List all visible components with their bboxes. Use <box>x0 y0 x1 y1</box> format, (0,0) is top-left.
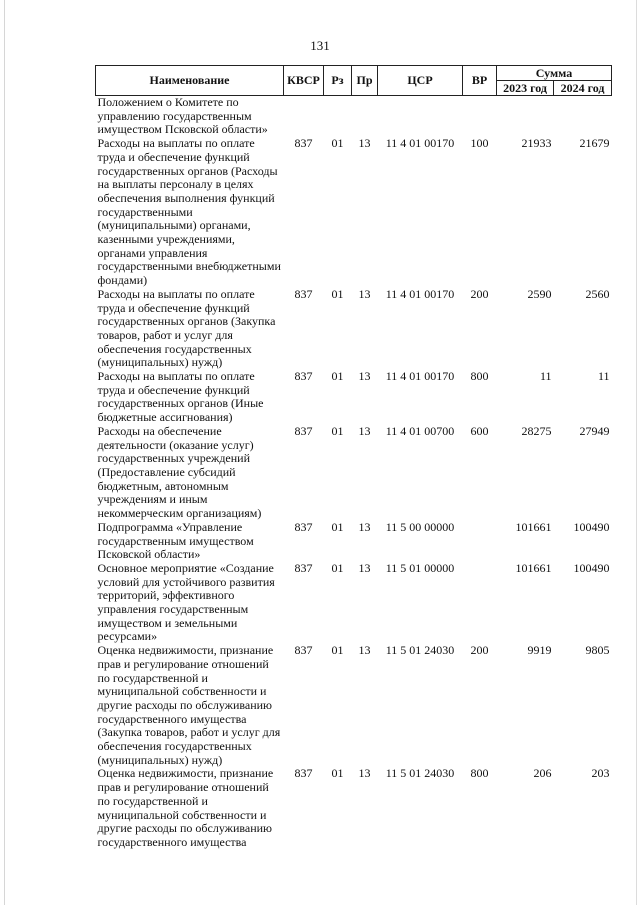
cell-name: Оценка недвижимости, признание прав и регулирование отношений по государственной и муниципальной собственности и другие расходы по обслуживанию государственного имущества <box>97 766 274 849</box>
header-rz: Рз <box>324 66 352 96</box>
cell-2023: 28275 <box>521 423 552 438</box>
cell-name: Оценка недвижимости, признание прав и регулирование отношений по государственной и муниципальной собственности и другие расходы по обслуживанию государственного имущества (Закупка товаров, работ и услуг для обеспечения государственных (муниципальных) нужд) <box>97 643 281 767</box>
cell-2023 <box>497 96 554 138</box>
cell-csr: 11 5 01 00000 <box>385 560 455 575</box>
cell-vr: 200 <box>470 643 489 658</box>
header-kvsr: КВСР <box>284 66 324 96</box>
cell-vr: 800 <box>470 369 489 384</box>
cell-2023: 206 <box>533 766 552 781</box>
cell-rz: 01 <box>331 560 344 575</box>
cell-name: Расходы на выплаты по оплате труда и обеспечение функций государственных органов (Закупка товаров, работ и услуг для обеспечения государственных (муниципальных) нужд) <box>97 286 276 370</box>
header-vr: ВР <box>463 66 497 96</box>
scan-left-edge <box>4 0 5 905</box>
cell-vr <box>463 521 497 562</box>
table-header <box>96 66 612 96</box>
cell-csr: 11 4 01 00170 <box>385 136 455 151</box>
cell-kvsr: 837 <box>294 136 313 151</box>
budget-table-container <box>95 65 611 850</box>
cell-vr <box>463 562 497 644</box>
table-row <box>96 644 612 767</box>
cell-2024 <box>554 96 612 138</box>
cell-pr: 13 <box>358 643 371 658</box>
table-row <box>96 562 612 644</box>
table-body <box>96 96 612 850</box>
cell-csr <box>378 96 463 138</box>
cell-2024: 100490 <box>573 560 610 575</box>
cell-kvsr: 837 <box>294 643 313 658</box>
cell-pr: 13 <box>358 286 371 301</box>
cell-2023: 11 <box>539 369 552 384</box>
cell-kvsr: 837 <box>294 369 313 384</box>
cell-pr: 13 <box>358 766 371 781</box>
cell-name: Расходы на выплаты по оплате труда и обеспечение функций государственных органов (Иные бюджетные ассигнования) <box>97 369 264 425</box>
cell-2024: 2560 <box>585 286 610 301</box>
cell-2024: 100490 <box>573 519 610 534</box>
cell-2024: 9805 <box>585 643 610 658</box>
cell-2024: 203 <box>591 766 610 781</box>
cell-kvsr: 837 <box>294 519 313 534</box>
header-year-2023: 2023 год <box>497 81 554 96</box>
cell-rz: 01 <box>331 286 344 301</box>
header-name: Наименование <box>96 66 284 96</box>
cell-rz: 01 <box>331 643 344 658</box>
table-row <box>96 370 612 425</box>
cell-kvsr: 837 <box>294 766 313 781</box>
cell-name: Расходы на обеспечение деятельности (оказание услуг) государственных учреждений (Предоставление субсидий бюджетным, автономным учреждениям и иным некоммерческим организациям) <box>97 423 262 521</box>
cell-vr: 600 <box>470 423 489 438</box>
cell-2024: 21679 <box>579 136 610 151</box>
cell-kvsr <box>284 96 324 138</box>
cell-csr: 11 4 01 00170 <box>385 369 455 384</box>
cell-name: Основное мероприятие «Создание условий для устойчивого развития территорий, эффективного управления государственным имуществом и земельными ресурсами» <box>97 560 275 644</box>
header-pr: Пр <box>352 66 378 96</box>
cell-vr <box>463 96 497 138</box>
cell-2024: 27949 <box>579 423 610 438</box>
cell-pr <box>352 96 378 138</box>
cell-csr: 11 4 01 00170 <box>385 286 455 301</box>
cell-vr: 100 <box>470 136 489 151</box>
cell-2024: 11 <box>597 369 610 384</box>
scan-right-edge <box>636 0 637 905</box>
cell-2023: 9919 <box>527 643 552 658</box>
cell-rz: 01 <box>331 369 344 384</box>
cell-kvsr: 837 <box>294 560 313 575</box>
header-year-2024: 2024 год <box>554 81 612 96</box>
cell-csr: 11 5 00 00000 <box>385 519 455 534</box>
budget-table <box>95 65 612 850</box>
cell-pr: 13 <box>358 136 371 151</box>
cell-name: Положением о Комитете по управлению государственным имуществом Псковской области» <box>97 95 268 137</box>
table-row <box>96 425 612 521</box>
cell-pr: 13 <box>358 519 371 534</box>
cell-name: Расходы на выплаты по оплате труда и обеспечение функций государственных органов (Расходы на выплаты персоналу в целях обеспечения выполнения функций государственными (муниципальными) органами, казенными учреждениями, органами управления государственными внебюджетными фондами) <box>97 136 281 288</box>
cell-2023: 21933 <box>521 136 552 151</box>
cell-rz: 01 <box>331 519 344 534</box>
cell-2023: 101661 <box>515 560 552 575</box>
cell-vr: 800 <box>470 766 489 781</box>
table-row <box>96 137 612 288</box>
cell-2023: 2590 <box>527 286 552 301</box>
cell-kvsr: 837 <box>294 286 313 301</box>
table-row <box>96 288 612 370</box>
header-sum: Сумма <box>497 66 612 81</box>
cell-name: Подпрограмма «Управление государственным имуществом Псковской области» <box>97 519 254 562</box>
cell-2023: 101661 <box>515 519 552 534</box>
cell-csr: 11 4 01 00700 <box>385 423 455 438</box>
header-csr: ЦСР <box>378 66 463 96</box>
table-row <box>96 767 612 849</box>
cell-kvsr: 837 <box>294 423 313 438</box>
cell-pr: 13 <box>358 560 371 575</box>
table-row <box>96 521 612 562</box>
cell-pr: 13 <box>358 423 371 438</box>
cell-rz: 01 <box>331 423 344 438</box>
cell-csr: 11 5 01 24030 <box>385 643 455 658</box>
cell-pr: 13 <box>358 369 371 384</box>
cell-rz <box>324 96 352 138</box>
page-number: 131 <box>310 38 330 53</box>
cell-csr: 11 5 01 24030 <box>385 766 455 781</box>
cell-rz: 01 <box>331 766 344 781</box>
table-row <box>96 96 612 138</box>
cell-rz: 01 <box>331 136 344 151</box>
cell-vr: 200 <box>470 286 489 301</box>
